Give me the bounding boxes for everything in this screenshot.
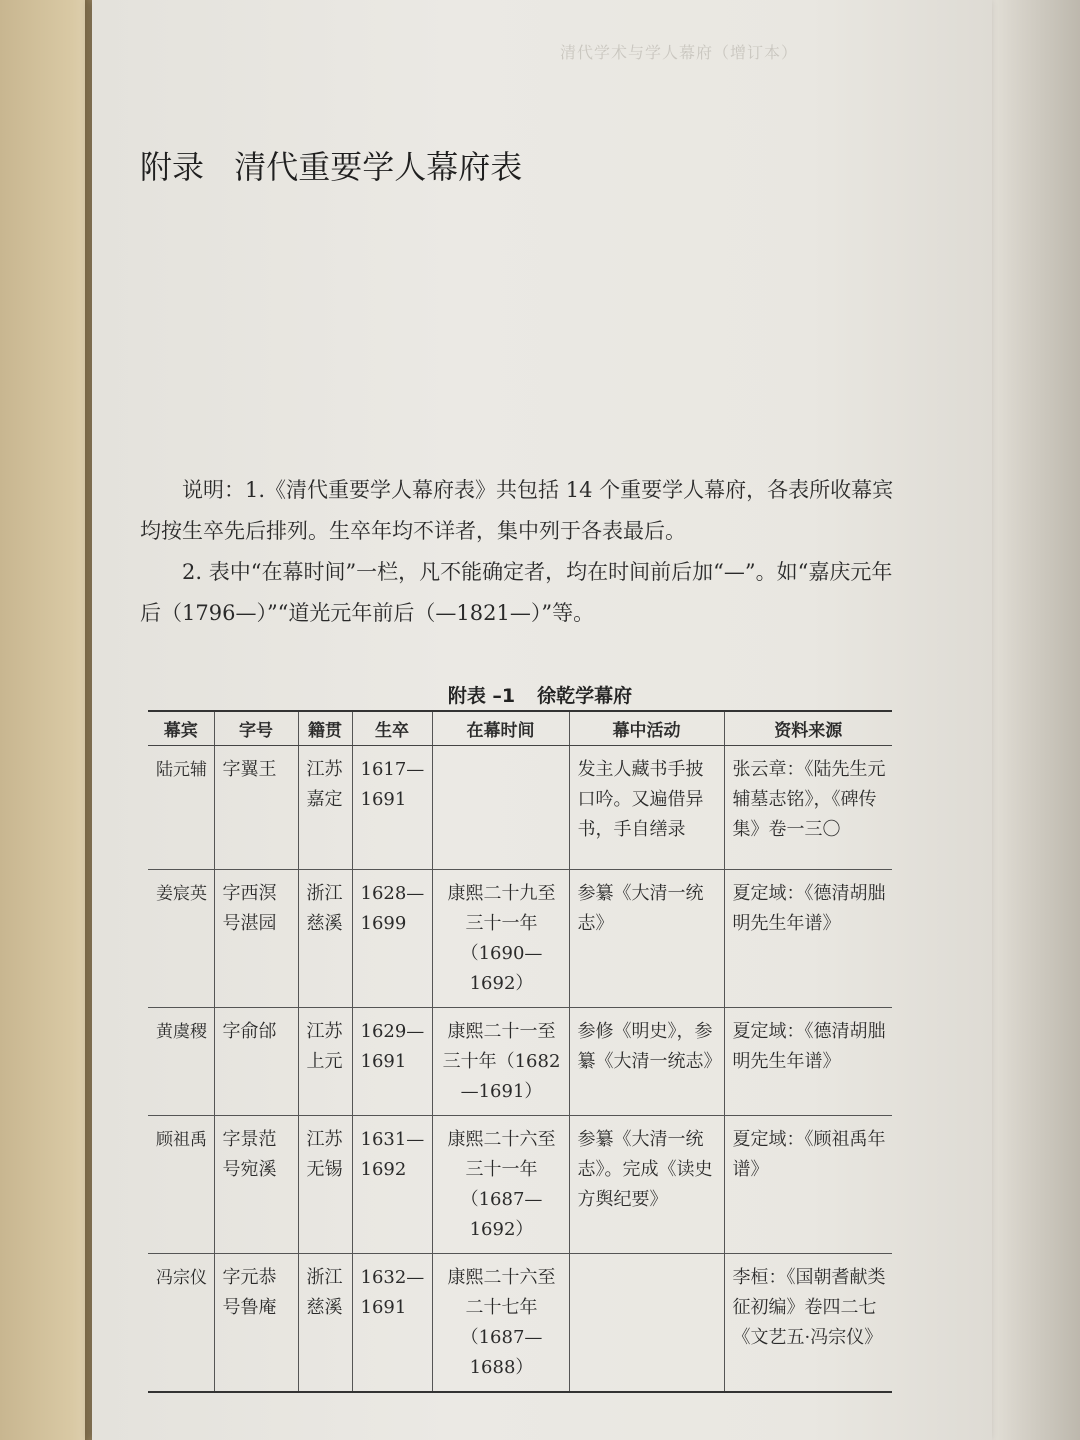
note-1: 说明：1.《清代重要学人幕府表》共包括 14 个重要学人幕府，各表所收幕宾均按生卒先后排列。生卒年均不详者，集中列于各表最后。 — [140, 478, 894, 543]
cell-name: 黄虞稷 — [148, 1008, 214, 1116]
cell-source: 李桓：《国朝耆献类征初编》卷四二七《文艺五·冯宗仪》 — [724, 1254, 892, 1393]
header-zihao: 字号 — [214, 711, 298, 746]
note-2: 2. 表中“在幕时间”一栏，凡不能确定者，均在时间前后加“—”。如“嘉庆元年后（1796—）”“道光元年前后（—1821—）”等。 — [140, 560, 893, 625]
table-header-row — [148, 711, 892, 746]
table-caption — [0, 681, 1080, 708]
header-activity: 幕中活动 — [569, 711, 724, 746]
header-source: 资料来源 — [724, 711, 892, 746]
cell-name: 顾祖禹 — [148, 1116, 214, 1254]
cell-activity: 参纂《大清一统志》。完成《读史方舆纪要》 — [569, 1116, 724, 1254]
cell-time: 康熙二十六至三十一年（1687—1692） — [432, 1116, 569, 1254]
cell-source: 夏定域：《德清胡朏明先生年谱》 — [724, 1008, 892, 1116]
cell-source: 夏定域：《顾祖禹年谱》 — [724, 1116, 892, 1254]
cell-zihao: 字元恭号鲁庵 — [214, 1254, 298, 1393]
cell-zihao: 字翼王 — [214, 746, 298, 870]
cell-jiguan: 江苏上元 — [298, 1008, 352, 1116]
scholars-table — [148, 710, 892, 1393]
table-name: 徐乾学幕府 — [537, 685, 633, 707]
page-title — [140, 142, 522, 188]
table-row — [148, 870, 892, 1008]
cell-name: 姜宸英 — [148, 870, 214, 1008]
header-shengzu: 生卒 — [352, 711, 432, 746]
table-number: 附表 –1 — [447, 685, 516, 707]
table-row — [148, 1116, 892, 1254]
cell-name: 冯宗仪 — [148, 1254, 214, 1393]
header-time: 在幕时间 — [432, 711, 569, 746]
cell-jiguan: 浙江慈溪 — [298, 870, 352, 1008]
cell-activity — [569, 1254, 724, 1393]
cell-activity: 参纂《大清一统志》 — [569, 870, 724, 1008]
cell-shengzu: 1628—1699 — [352, 870, 432, 1008]
cell-jiguan: 江苏嘉定 — [298, 746, 352, 870]
table-row — [148, 746, 892, 870]
cell-jiguan: 浙江慈溪 — [298, 1254, 352, 1393]
cell-activity: 参修《明史》，参纂《大清一统志》 — [569, 1008, 724, 1116]
cell-time: 康熙二十一至三十年（1682—1691） — [432, 1008, 569, 1116]
header-mubin: 幕宾 — [148, 711, 214, 746]
explanatory-notes — [140, 470, 900, 634]
table-row — [148, 1008, 892, 1116]
cell-zihao: 字俞邰 — [214, 1008, 298, 1116]
cell-name: 陆元辅 — [148, 746, 214, 870]
cell-source: 夏定域：《德清胡朏明先生年谱》 — [724, 870, 892, 1008]
cell-shengzu: 1629—1691 — [352, 1008, 432, 1116]
cell-time — [432, 746, 569, 870]
cell-jiguan: 江苏无锡 — [298, 1116, 352, 1254]
table-row — [148, 1254, 892, 1393]
cell-source: 张云章：《陆先生元辅墓志铭》，《碑传集》卷一三〇 — [724, 746, 892, 870]
running-header: 清代学术与学人幕府（增订本） — [560, 43, 799, 62]
cell-activity: 发主人藏书手披口吟。又遍借异书，手自缮录 — [569, 746, 724, 870]
cell-time: 康熙二十九至三十一年（1690—1692） — [432, 870, 569, 1008]
cell-zihao: 字景范号宛溪 — [214, 1116, 298, 1254]
title-main: 清代重要学人幕府表 — [234, 148, 523, 186]
title-prefix: 附录 — [140, 148, 205, 186]
cell-shengzu: 1631—1692 — [352, 1116, 432, 1254]
header-jiguan: 籍贯 — [298, 711, 352, 746]
cell-shengzu: 1617—1691 — [352, 746, 432, 870]
cell-shengzu: 1632—1691 — [352, 1254, 432, 1393]
cell-time: 康熙二十六至二十七年（1687—1688） — [432, 1254, 569, 1393]
cell-zihao: 字西溟号湛园 — [214, 870, 298, 1008]
